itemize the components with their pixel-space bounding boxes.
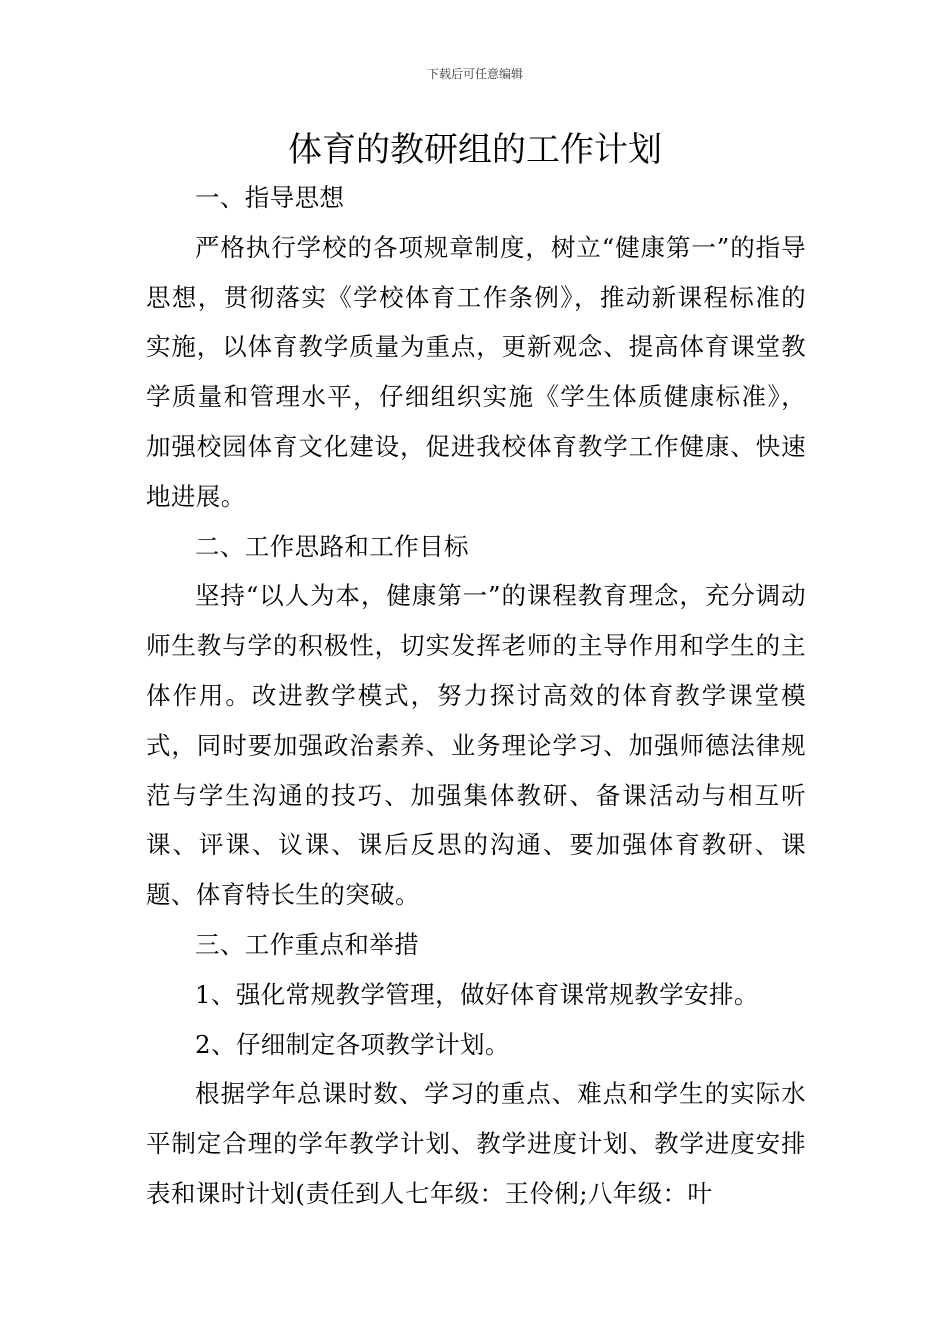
section-heading-1: 一、指导思想 [195,183,345,212]
document-body [146,173,806,1219]
page-title: 体育的教研组的工作计划 [288,130,662,170]
list-item-2: 2、仔细制定各项教学计划。 [195,1029,510,1059]
section-heading-2: 二、工作思路和工作目标 [195,531,469,561]
paragraph-guiding-thought: 严格执行学校的各项规章制度，树立“健康第一”的指导思想，贯彻落实《学校体育工作条例》，推动新课程标准的实施，以体育教学质量为重点，更新观念、提高体育课堂教学质量和管理水平，仔细组织实施《学生体质健康标准》，加强校园体育文化建设，促进我校体育教学工作健康、快速地进展。 [146,232,806,511]
section-heading-3: 三、工作重点和举措 [195,929,420,959]
header-note: 下载后可任意编辑 [426,67,523,81]
list-item-1: 1、强化常规教学管理，做好体育课常规教学安排。 [195,979,759,1009]
paragraph-teaching-plan: 根据学年总课时数、学习的重点、难点和学生的实际水平制定合理的学年教学计划、教学进度计划、教学进度安排表和课时计划(责任到人七年级：王伶俐;八年级：叶 [146,1079,806,1208]
paragraph-work-goals: 坚持“以人为本，健康第一”的课程教育理念，充分调动师生教与学的积极性，切实发挥老师的主导作用和学生的主体作用。改进教学模式，努力探讨高效的体育教学课堂模式，同时要加强政治素养、业务理论学习、加强师德法律规范与学生沟通的技巧、加强集体教研、备课活动与相互听课、评课、议课、课后反思的沟通、要加强体育教研、课题、体育特长生的突破。 [146,581,806,910]
